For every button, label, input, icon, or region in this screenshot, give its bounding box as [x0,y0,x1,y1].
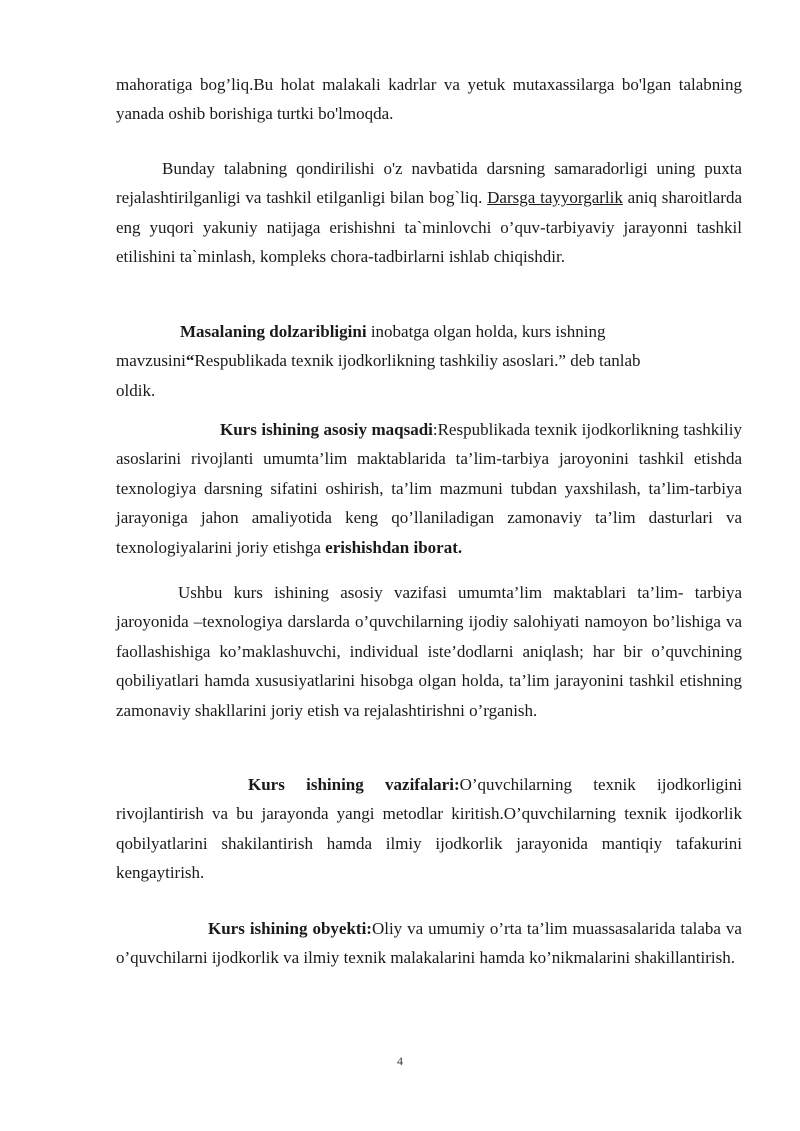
paragraph-text: :Respublikada texnik ijodkorlikning tashkiliy asoslarini rivojlanti umumta’lim maktablarida ta’lim-tarbiya jaroyonini tashkil etishda texnologiya darsning sifatini oshirish, ta’lim mazmuni tubdan yaxshilash, ta’lim-tarbiya jarayoniga jahon amaliyotida keng qo’llaniladigan zamonaviy ta’lim dasturlari va texnologiyalarini joriy etishga [116,420,742,557]
paragraph-text: Ushbu kurs ishining asosiy vazifasi umumta’lim maktablari ta’lim- tarbiya jaroyonida –texnologiya darslarda o’quvchilarning ijodiy salohiyati namoyon bo’lishiga va faollashishiga ko’maklashuvchi, individual iste’dodlarni aniqlash; har bir o’quvchining qobiliyatlari hamda xususiyatlarini hisobga olgan holda, ta’lim jarayonini tashkil etishning zamonaviy shakllarini joriy etish va rejalashtirishni o’rganish. [116,583,742,720]
paragraph-intro-continuation [116,70,742,129]
bold-heading: Kurs ishining obyekti: [208,919,372,938]
paragraph-text: mahoratiga bog’liq.Bu holat malakali kadrlar va yetuk mutaxassilarga bo'lgan talabning yanada oshib borishiga turtki bo'lmoqda. [116,75,742,124]
bold-phrase: erishishdan iborat. [325,537,463,557]
paragraph-text: Respublikada texnik ijodkorlikning tashkiliy asoslari.” deb tanlab [194,351,641,371]
paragraph-lesson-preparation [116,154,742,272]
paragraph-text: oldik. [116,380,156,400]
paragraph-object [116,914,742,973]
paragraph-relevance [116,317,716,405]
paragraph-main-goal [116,415,742,562]
paragraph-text: mavzusini [116,351,186,371]
paragraph-text: Oliy va umumiy o’rta ta’lim muassasalarida talaba va o’quvchilarni ijodkorlik va ilmiy texnik malakalarini hamda ko’nikmalarini shakillantirish. [116,919,742,968]
paragraph-text: O’quvchilarning texnik ijodkorligini rivojlantirish va bu jarayonda yangi metodlar kiritish.O’quvchilarning texnik ijodkorlik qobilyatlarini shakilantirish hamda ilmiy ijodkorlik jarayonida mantiqiy tafakurini kengaytirish. [116,775,742,883]
paragraph-text: aniq sharoitlarda eng yuqori yakuniy natijaga erishishni ta`minlovchi o’quv-tarbiyaviy jarayonni tashkil etilishini ta`minlash, kompleks chora-tadbirlarni ishlab chiqishdir. [116,188,743,267]
paragraph-main-task [116,578,742,725]
bold-quote-mark: “ [185,351,195,371]
bold-heading: Masalaning dolzaribligini [180,322,367,341]
underlined-term: Darsga tayyorgarlik [487,188,623,208]
page-number: 4 [397,1054,403,1068]
paragraph-text: Bunday talabning qondirilishi o'z navbatida darsning samaradorligi uning puxta rejalashtirilganligi va tashkil etilganligi bilan bog`liq. [116,159,742,208]
paragraph-text: inobatga olgan holda, kurs ishning [366,322,606,341]
bold-heading: Kurs ishining vazifalari: [248,775,460,794]
bold-heading: Kurs ishining asosiy maqsadi [220,420,433,439]
paragraph-tasks [116,770,742,888]
